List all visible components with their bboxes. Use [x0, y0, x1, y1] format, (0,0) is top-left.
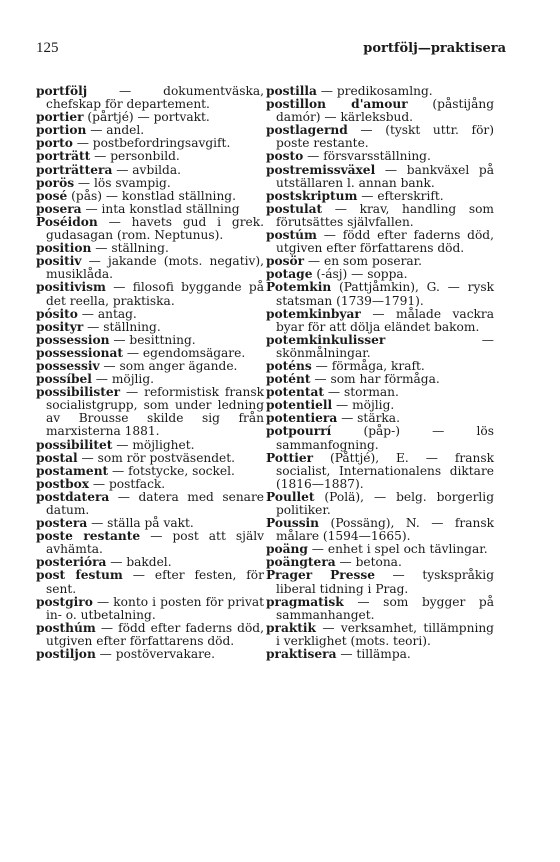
- headword: posör: [266, 254, 305, 269]
- headword: Pottier: [266, 450, 314, 465]
- definition: — postfack.: [89, 476, 166, 491]
- dictionary-entry: [36, 216, 264, 242]
- dictionary-entry: [36, 648, 264, 661]
- definition: — betona.: [335, 555, 402, 570]
- definition: — personbild.: [90, 149, 180, 164]
- dictionary-entry: [36, 569, 264, 595]
- headword: postbox: [36, 476, 90, 491]
- definition: — bakdel.: [106, 555, 172, 570]
- headword: portion: [36, 123, 87, 138]
- definition: — möjlig.: [332, 398, 395, 413]
- headword: poste restante: [36, 529, 141, 544]
- headword: potpourrí: [266, 424, 332, 439]
- dictionary-entry: [266, 648, 494, 661]
- definition: — lös svampig.: [74, 175, 171, 190]
- dictionary-entry: [266, 203, 494, 229]
- headword: potént: [266, 372, 311, 387]
- definition: — enhet i spel och tävlingar.: [307, 542, 488, 557]
- definition: — efter festen, för sent.: [46, 568, 264, 596]
- definition: — efterskrift.: [357, 188, 444, 203]
- dictionary-entry: [266, 281, 494, 307]
- headword: pósito: [36, 306, 78, 321]
- headword: potentiera: [266, 411, 338, 426]
- definition: — avbilda.: [112, 162, 181, 177]
- headword: praktik: [266, 620, 316, 635]
- headword: possessionat: [36, 345, 123, 360]
- dictionary-entry: [266, 124, 494, 150]
- dictionary-entry: [266, 308, 494, 334]
- dictionary-entry: [266, 596, 494, 622]
- definition: — tyskspråkig liberal tidning i Prag.: [276, 568, 494, 596]
- definition: (-ásj) — soppa.: [312, 267, 408, 282]
- dictionary-entry: [36, 281, 264, 307]
- definition: — predikosamlng.: [316, 84, 433, 98]
- definition: — datera med senare datum.: [46, 489, 264, 517]
- definition: — tillämpa.: [336, 647, 411, 662]
- headword: poténs: [266, 358, 312, 373]
- definition: — storman.: [324, 385, 399, 400]
- definition: — ställning.: [91, 241, 169, 256]
- headword: porto: [36, 136, 73, 151]
- right-column: [266, 85, 494, 661]
- dictionary-entry: [266, 491, 494, 517]
- headword: postal: [36, 450, 78, 465]
- definition: — förmåga, kraft.: [311, 358, 425, 373]
- page-header: [36, 40, 506, 57]
- definition: — jakande (mots. negativ), musiklåda.: [46, 254, 264, 282]
- headword: position: [36, 241, 92, 256]
- page-number: 125: [36, 40, 59, 56]
- dictionary-entry: [36, 255, 264, 281]
- definition: — havets gud i grek. gudasagan (rom. Neptunus).: [46, 214, 264, 243]
- definition: — bankväxel på utställaren l. annan bank.: [276, 162, 494, 190]
- definition: — ställa på vakt.: [87, 516, 194, 531]
- dictionary-entry: [266, 229, 494, 255]
- headword: postulat: [266, 201, 323, 216]
- definition: — reformistisk fransk socialistgrupp, som under ledning av Brousse skilde sig från marxisterna 1881.: [46, 385, 264, 439]
- dictionary-entry: [36, 622, 264, 648]
- headword: possession: [36, 332, 110, 347]
- dictionary-entry: [266, 334, 494, 360]
- headword: postremissväxel: [266, 162, 376, 177]
- definition: — skönmålningar.: [276, 332, 494, 360]
- headword: postskriptum: [266, 188, 358, 203]
- dictionary-entry: [36, 596, 264, 622]
- definition: (påp-) — lös sammanfogning.: [276, 424, 494, 452]
- headword: potentat: [266, 385, 325, 400]
- definition: — krav, handling som förutsättes självfallen.: [276, 201, 494, 229]
- headword: postúm: [266, 228, 317, 243]
- definition: (Possäng), N. — fransk målare (1594—1665).: [276, 516, 494, 544]
- headword: post festum: [36, 568, 123, 583]
- headword: potage: [266, 267, 313, 282]
- headword: Poullet: [266, 489, 315, 504]
- headword: posera: [36, 201, 82, 216]
- headword: porträttera: [36, 162, 113, 177]
- definition: — postbefordringsavgift.: [72, 136, 231, 151]
- running-title: portfölj—praktisera: [363, 41, 506, 56]
- dictionary-entry: [36, 85, 264, 111]
- headword: porträtt: [36, 149, 91, 164]
- definition: — (tyskt uttr. för) poste restante.: [276, 123, 494, 151]
- definition: — dokumentväska, chefskap för departement.: [46, 84, 264, 112]
- definition: — fotstycke, sockel.: [108, 463, 235, 478]
- definition: — konto i posten för privat in- o. utbetalning.: [46, 594, 264, 622]
- definition: (Påttjé), E. — fransk socialist, Internationalens diktare (1816—1887).: [276, 450, 494, 491]
- dictionary-entry: [36, 386, 264, 438]
- headword: posé: [36, 188, 68, 203]
- headword: possibilister: [36, 385, 121, 400]
- definition: — född efter faderns död, utgiven efter författarens död.: [276, 228, 494, 256]
- headword: poäng: [266, 542, 308, 557]
- definition: — filosofi byggande på det reella, praktiska.: [46, 280, 264, 308]
- definition: — försvarsställning.: [303, 149, 431, 164]
- definition: — möjlig.: [91, 372, 155, 387]
- dictionary-entry: [266, 517, 494, 543]
- headword: pragmatisk: [266, 594, 344, 609]
- headword: postillon d'amour: [266, 97, 408, 112]
- definition: — född efter faderns död, utgiven efter författarens död.: [46, 620, 264, 648]
- dictionary-entry: [266, 164, 494, 190]
- headword: poängtera: [266, 555, 336, 570]
- headword: Potemkin: [266, 280, 332, 295]
- definition: — postövervakare.: [95, 647, 216, 662]
- definition: — som anger ägande.: [99, 358, 238, 373]
- definition: — målade vackra byar för att dölja eländet bakom.: [276, 306, 494, 334]
- headword: Prager Presse: [266, 568, 375, 583]
- definition: (påstijång damór) — kärleksbud.: [276, 97, 494, 125]
- headword: postgiro: [36, 594, 93, 609]
- headword: posterióra: [36, 555, 107, 570]
- dictionary-entry: [266, 569, 494, 595]
- headword: possessiv: [36, 358, 100, 373]
- definition: — en som poserar.: [304, 254, 423, 269]
- headword: postament: [36, 463, 109, 478]
- definition: — antag.: [77, 306, 137, 321]
- headword: positiv: [36, 254, 82, 269]
- headword: postiljon: [36, 647, 96, 662]
- dictionary-entry: [266, 425, 494, 451]
- headword: postdatera: [36, 489, 110, 504]
- definition: — egendomsägare.: [123, 345, 246, 360]
- headword: potemkinkulisser: [266, 332, 386, 347]
- headword: possíbel: [36, 372, 92, 387]
- definition: — som bygger på sammanhanget.: [276, 594, 494, 622]
- definition: (pårtjé) — portvakt.: [83, 110, 210, 125]
- headword: potentiell: [266, 398, 333, 413]
- definition: — andel.: [86, 123, 145, 138]
- headword: praktisera: [266, 647, 337, 662]
- headword: Poussin: [266, 516, 320, 531]
- definition: — stärka.: [337, 411, 400, 426]
- left-column: [36, 85, 264, 661]
- headword: portfölj: [36, 84, 88, 98]
- dictionary-entry: [266, 622, 494, 648]
- headword: possibilitet: [36, 437, 113, 452]
- definition: — som har förmåga.: [310, 372, 440, 387]
- definition: — ställning.: [83, 319, 161, 334]
- headword: posthúm: [36, 620, 96, 635]
- headword: posityr: [36, 319, 84, 334]
- dictionary-entry: [266, 98, 494, 124]
- dictionary-entry: [36, 491, 264, 517]
- headword: Poséidon: [36, 214, 98, 229]
- headword: positivism: [36, 280, 106, 295]
- headword: potemkinbyar: [266, 306, 361, 321]
- definition: (pås) — konstlad ställning.: [67, 188, 236, 203]
- dictionary-entry: [266, 452, 494, 491]
- definition: (Polä), — belg. borgerlig politiker.: [276, 489, 494, 517]
- headword: postera: [36, 516, 88, 531]
- definition: — möjlighet.: [112, 437, 195, 452]
- headword: porös: [36, 175, 75, 190]
- definition: — inta konstlad ställning: [81, 201, 240, 216]
- definition: — verksamhet, tillämpning i verklighet (mots. teori).: [276, 620, 494, 648]
- definition: (Pattjåmkin), G. — rysk statsman (1739—1791).: [276, 280, 494, 308]
- headword: postilla: [266, 84, 317, 98]
- headword: portier: [36, 110, 84, 125]
- headword: posto: [266, 149, 304, 164]
- definition: — post att själv avhämta.: [46, 529, 264, 557]
- dictionary-entry: [36, 530, 264, 556]
- headword: postlagernd: [266, 123, 348, 138]
- definition: — besittning.: [109, 332, 196, 347]
- definition: — som rör postväsendet.: [77, 450, 236, 465]
